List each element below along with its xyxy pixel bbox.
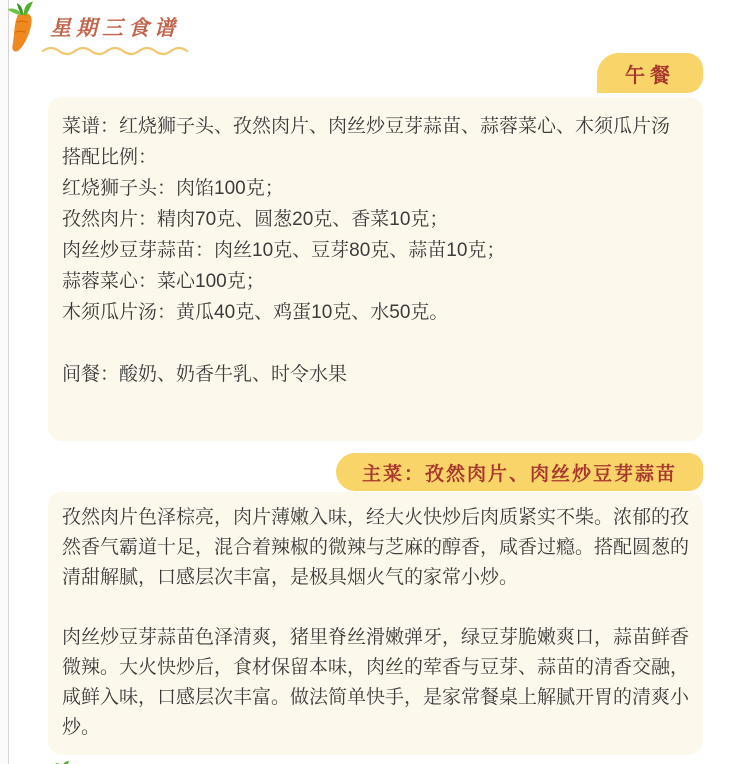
dish-paragraph: 肉丝炒豆芽蒜苗色泽清爽，猪里脊丝滑嫩弹牙，绿豆芽脆嫩爽口，蒜苗鲜香微辣。大火快炒后，食材保留本味，肉丝的荤香与豆芽、蒜苗的清香交融，咸鲜入味，口感层次丰富。做法简单快手，是家常餐桌上解腻开胃的清爽小炒。 [62,627,690,738]
window-left-edge [0,0,9,764]
section-header [50,12,180,42]
lunch-badge: 午餐 [597,53,703,93]
snack-line: 间餐：酸奶、奶香牛乳、时令水果 [62,364,348,385]
wavy-underline [40,42,190,61]
dish-description-card [48,492,703,755]
main-dish-banner: 主菜：孜然肉片、肉丝炒豆芽蒜苗 [336,453,703,491]
ratio-item: 蒜蓉菜心：菜心100克； [62,271,265,292]
ratio-item: 红烧狮子头：肉馅100克； [62,178,284,199]
page-title: 星期三食谱 [50,16,180,40]
dish-paragraph: 孜然肉片色泽棕亮，肉片薄嫩入味，经大火快炒后肉质紧实不柴。浓郁的孜然香气霸道十足，混合着辣椒的微辣与芝麻的醇香，咸香过瘾。搭配圆葱的清甜解腻，口感层次丰富，是极具烟火气的家常小炒。 [62,507,690,588]
carrot-icon [0,0,40,54]
ratio-heading: 搭配比例： [62,147,158,168]
sprout-icon [54,757,70,764]
ratio-item: 孜然肉片：精肉70克、圆葱20克、香菜10克； [62,209,449,230]
lunch-menu-card [48,97,703,441]
ratio-item: 肉丝炒豆芽蒜苗：肉丝10克、豆芽80克、蒜苗10克； [62,240,506,261]
ratio-item: 木须瓜片汤：黄瓜40克、鸡蛋10克、水50克。 [62,302,449,323]
menu-line: 菜谱：红烧狮子头、孜然肉片、肉丝炒豆芽蒜苗、蒜蓉菜心、木须瓜片汤 [62,116,671,137]
